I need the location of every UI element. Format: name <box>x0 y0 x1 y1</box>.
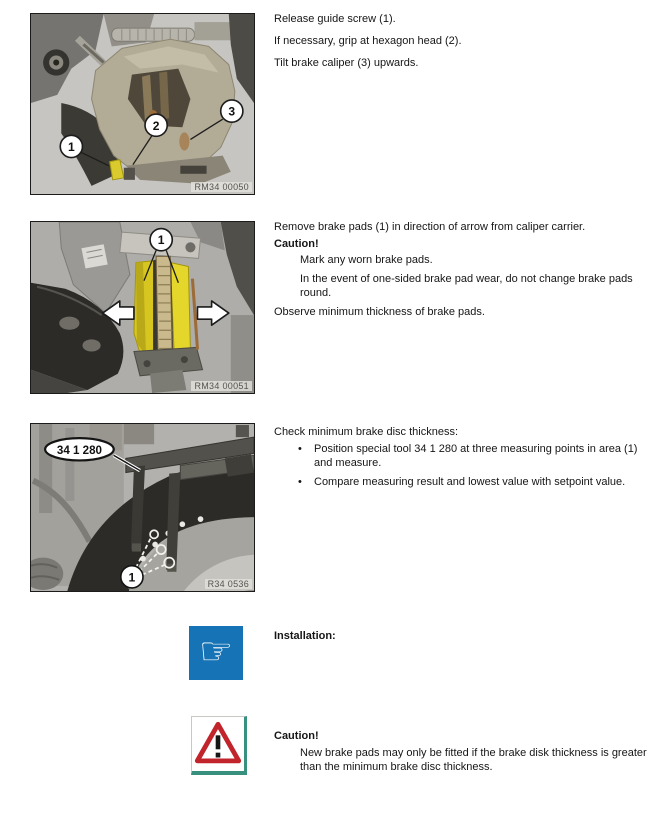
note-line: Observe minimum thickness of brake pads. <box>274 306 485 318</box>
pointing-hand-icon: ☞ <box>198 629 234 673</box>
svg-text:1: 1 <box>128 570 136 585</box>
bullet-marker: • <box>298 476 302 488</box>
instruction-line: Release guide screw (1). <box>274 13 396 25</box>
svg-text:1: 1 <box>157 233 165 248</box>
svg-text:3: 3 <box>228 104 236 119</box>
svg-text:34 1 280: 34 1 280 <box>56 443 103 457</box>
bullet-marker: • <box>298 443 302 455</box>
figure-brake-disc-photo <box>30 423 255 592</box>
step3-instructions <box>274 425 656 494</box>
caution-line: In the event of one-sided brake pad wear, do not change brake pads round. <box>300 273 633 299</box>
instruction-line: Tilt brake caliper (3) upwards. <box>274 57 419 69</box>
figure-ref-label: R34 0536 <box>205 579 252 589</box>
caution-body-text: New brake pads may only be fitted if the brake disk thickness is greater than the minimum brake disc thickness. <box>300 746 647 773</box>
final-caution <box>274 718 656 780</box>
callout-1 <box>121 566 143 588</box>
brake-disc-illustration <box>31 424 254 591</box>
brake-caliper-illustration <box>31 14 254 194</box>
warning-triangle-icon <box>191 716 247 775</box>
bullet-item <box>298 475 650 489</box>
bullet-item <box>298 442 650 470</box>
caution-body <box>300 253 656 300</box>
brake-pads-illustration <box>31 222 254 393</box>
svg-text:2: 2 <box>152 118 160 133</box>
instruction-line: If necessary, grip at hexagon head (2). <box>274 35 462 47</box>
figure-ref-label: RM34 00051 <box>191 381 252 391</box>
svg-text:1: 1 <box>67 140 75 155</box>
step2-instructions <box>274 220 656 322</box>
figure-ref-label: RM34 00050 <box>191 182 252 192</box>
caution-title: Caution! <box>274 238 319 250</box>
instruction-line: Check minimum brake disc thickness: <box>274 426 459 438</box>
instruction-line: Remove brake pads (1) in direction of arrow from caliper carrier. <box>274 221 586 233</box>
warning-triangle-graphic <box>192 717 244 771</box>
caution-title: Caution! <box>274 730 319 742</box>
bullet-text: Compare measuring result and lowest value with setpoint value. <box>314 476 626 488</box>
figure-brake-caliper-photo <box>30 13 255 195</box>
installation-title: Installation: <box>274 630 336 642</box>
step1-instructions <box>274 12 656 78</box>
bullet-text: Position special tool 34 1 280 at three measuring points in area (1) and measure. <box>314 443 638 469</box>
caution-line: Mark any worn brake pads. <box>300 254 433 266</box>
installation-note-icon <box>189 626 243 680</box>
figure-brake-pads-photo <box>30 221 255 394</box>
